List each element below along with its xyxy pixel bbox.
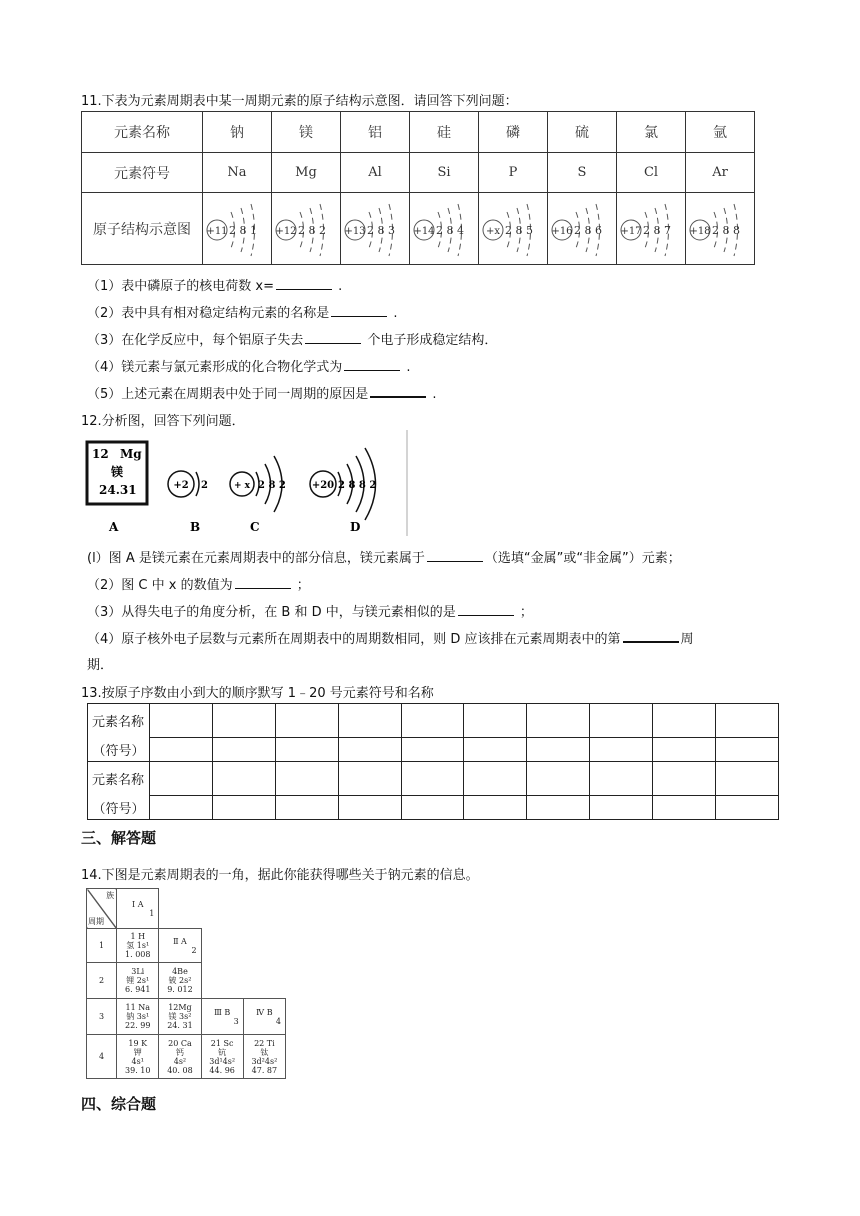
answer-cell[interactable] — [464, 738, 527, 762]
element-name: 氩 — [686, 112, 755, 153]
atom-structure-svg — [204, 197, 270, 257]
shell-electrons: 2 8 8 2 — [338, 480, 377, 491]
q11-sub3: （3）在化学反应中，每个铝原子失去 个电子形成稳定结构． — [87, 333, 498, 348]
answer-cell[interactable] — [212, 796, 275, 820]
answer-cell[interactable] — [715, 796, 778, 820]
answer-blank[interactable] — [344, 370, 400, 371]
answer-cell[interactable] — [338, 796, 401, 820]
element-cell-na: 11 Na 钠 3s¹ 22. 99 — [117, 999, 159, 1035]
answer-cell[interactable] — [590, 704, 653, 738]
answer-blank[interactable] — [235, 588, 291, 589]
q11-stem: 11.下表为元素周期表中某一周期元素的原子结构示意图．请回答下列问题： — [81, 94, 518, 109]
q11-sub2: （2）表中具有相对稳定结构元素的名称是 . — [87, 306, 398, 321]
q14-stem: 14.下图是元素周期表的一角，据此你能获得哪些关于钠元素的信息。 — [81, 868, 479, 883]
atom-structure-svg — [273, 197, 339, 257]
q11-sub4: （4）镁元素与氯元素形成的化合物化学式为 . — [87, 360, 411, 375]
element-cell-ca: 20 Ca 钙 4s² 40. 08 — [159, 1035, 201, 1079]
tile-mass: 24.31 — [99, 483, 137, 497]
q12-sub2: （2）图 C 中 x 的数值为 ； — [87, 578, 310, 593]
nucleus-charge: +16 — [551, 225, 573, 237]
element-name: 硫 — [548, 112, 617, 153]
atom-structure-svg — [342, 197, 408, 257]
answer-cell[interactable] — [401, 796, 464, 820]
nucleus-charge: +2 — [173, 480, 189, 491]
answer-cell[interactable] — [527, 704, 590, 738]
period-label: 3 — [87, 999, 117, 1035]
element-name: 磷 — [479, 112, 548, 153]
element-symbol: Mg — [272, 153, 341, 193]
q11-table — [81, 111, 755, 265]
element-name: 铝 — [341, 112, 410, 153]
q12-figure — [80, 428, 410, 538]
answer-cell[interactable] — [653, 762, 716, 796]
tile-name: 镁 — [111, 465, 124, 479]
label-b: B — [190, 520, 201, 534]
answer-cell[interactable] — [464, 762, 527, 796]
periodic-table-corner — [86, 888, 286, 1079]
header-corner — [87, 889, 117, 929]
q11-sub1: （1）表中磷原子的核电荷数 x= . — [87, 279, 343, 294]
atom-diagram — [410, 193, 479, 265]
answer-cell[interactable] — [590, 762, 653, 796]
q13-table — [87, 703, 779, 820]
corner-group-label: 族 — [106, 891, 115, 900]
nucleus-charge: +11 — [206, 225, 228, 237]
element-symbol: Ar — [686, 153, 755, 193]
answer-cell[interactable] — [149, 704, 212, 738]
answer-cell[interactable] — [401, 704, 464, 738]
atom-diagram — [548, 193, 617, 265]
nucleus-charge: + x — [233, 481, 251, 491]
shell-electrons: 2 8 1 — [229, 223, 257, 237]
group-header: Ⅳ B 4 — [243, 999, 285, 1035]
answer-cell[interactable] — [653, 796, 716, 820]
nucleus-charge: +x — [485, 225, 501, 237]
atom-diagram — [203, 193, 272, 265]
answer-cell[interactable] — [715, 704, 778, 738]
element-cell-k: 19 K 钾 4s¹ 39. 10 — [117, 1035, 159, 1079]
answer-cell[interactable] — [212, 762, 275, 796]
shell-electrons: 2 8 8 — [712, 223, 740, 237]
element-name: 氯 — [617, 112, 686, 153]
answer-cell[interactable] — [275, 796, 338, 820]
answer-cell[interactable] — [527, 738, 590, 762]
atom-structure-svg — [549, 197, 615, 257]
atom-diagram — [617, 193, 686, 265]
element-symbol: S — [548, 153, 617, 193]
period-label: 2 — [87, 963, 117, 999]
shell-electrons: 2 8 3 — [367, 223, 395, 237]
element-cell-ti: 22 Ti 钛 3d²4s² 47. 87 — [243, 1035, 285, 1079]
answer-cell[interactable] — [275, 762, 338, 796]
element-symbol: P — [479, 153, 548, 193]
atom-structure-svg — [618, 197, 684, 257]
element-name: 钠 — [203, 112, 272, 153]
q12-sub4-cont: 期． — [87, 658, 114, 673]
answer-cell[interactable] — [715, 738, 778, 762]
period-label: 4 — [87, 1035, 117, 1079]
answer-blank[interactable] — [331, 316, 387, 317]
group-header: Ⅲ B 3 — [201, 999, 243, 1035]
row-label: 元素符号 — [82, 153, 203, 193]
element-name: 硅 — [410, 112, 479, 153]
answer-cell[interactable] — [464, 704, 527, 738]
nucleus-charge: +13 — [344, 225, 366, 237]
period-label: 1 — [87, 929, 117, 963]
element-symbol: Na — [203, 153, 272, 193]
answer-cell[interactable] — [338, 762, 401, 796]
atom-diagram — [686, 193, 755, 265]
element-symbol: Cl — [617, 153, 686, 193]
element-cell-sc: 21 Sc 钪 3d¹4s² 44. 96 — [201, 1035, 243, 1079]
group-header: I A 1 — [117, 889, 159, 929]
element-symbol: Al — [341, 153, 410, 193]
atom-diagram — [341, 193, 410, 265]
q11-sub5: （5）上述元素在周期表中处于同一周期的原因是 . — [87, 387, 437, 402]
answer-cell[interactable] — [527, 762, 590, 796]
nucleus-charge: +18 — [689, 225, 711, 237]
nucleus-charge: +12 — [275, 225, 297, 237]
answer-cell[interactable] — [149, 738, 212, 762]
answer-blank[interactable] — [305, 343, 361, 344]
shell-electrons: 2 8 6 — [574, 223, 602, 237]
answer-cell[interactable] — [149, 762, 212, 796]
nucleus-charge: +20 — [311, 480, 335, 491]
atom-diagram — [479, 193, 548, 265]
atom-diagram — [272, 193, 341, 265]
q13-stem: 13.按原子序数由小到大的顺序默写 1﹣20 号元素符号和名称 — [81, 686, 434, 701]
answer-cell[interactable] — [338, 704, 401, 738]
shell-electrons: 2 — [201, 480, 208, 491]
answer-cell[interactable] — [464, 796, 527, 820]
answer-cell[interactable] — [401, 762, 464, 796]
corner-period-label: 周期 — [88, 917, 104, 926]
answer-blank[interactable] — [623, 641, 679, 643]
shell-electrons: 2 8 4 — [436, 223, 464, 237]
answer-cell[interactable] — [275, 704, 338, 738]
q12-sub1: (l）图 A 是镁元素在元素周期表中的部分信息，镁元素属于 （选填“金属”或“非金属”）元素； — [87, 551, 681, 566]
q11-row-diagrams — [82, 193, 755, 265]
answer-cell[interactable] — [527, 796, 590, 820]
element-name: 镁 — [272, 112, 341, 153]
answer-blank[interactable] — [276, 289, 332, 290]
q11-row-names — [82, 112, 755, 153]
row-label: （符号） — [88, 738, 150, 762]
row-label: 元素名称 — [88, 704, 150, 738]
answer-cell[interactable] — [338, 738, 401, 762]
section-heading: 三、解答题 — [81, 829, 157, 847]
shell-electrons: 2 8 2 — [258, 480, 286, 491]
q11-row-symbols — [82, 153, 755, 193]
q12-stem: 12.分析图，回答下列问题． — [81, 414, 245, 429]
q12-sub3: （3）从得失电子的角度分析，在 B 和 D 中，与镁元素相似的是 ； — [87, 605, 533, 620]
answer-blank[interactable] — [427, 561, 483, 562]
answer-cell[interactable] — [590, 738, 653, 762]
element-cell-h: 1 H 氢 1s¹ 1. 008 — [117, 929, 159, 963]
element-cell-be: 4Be 铍 2s² 9. 012 — [159, 963, 201, 999]
row-label: 元素名称 — [82, 112, 203, 153]
answer-cell[interactable] — [401, 738, 464, 762]
tile-symbol: Mg — [120, 447, 142, 461]
atom-structure-svg — [480, 197, 546, 257]
answer-cell[interactable] — [275, 738, 338, 762]
label-c: C — [250, 520, 260, 534]
element-symbol: Si — [410, 153, 479, 193]
answer-cell[interactable] — [653, 704, 716, 738]
answer-cell[interactable] — [212, 738, 275, 762]
answer-cell[interactable] — [149, 796, 212, 820]
electron-shell — [196, 472, 199, 496]
nucleus-charge: +17 — [620, 225, 642, 237]
answer-blank[interactable] — [458, 615, 514, 616]
row-label: 元素名称 — [88, 762, 150, 796]
label-a: A — [109, 520, 119, 534]
answer-blank[interactable] — [370, 396, 426, 398]
atom-structure-svg — [411, 197, 477, 257]
row-label: 原子结构示意图 — [82, 193, 203, 265]
element-cell-li: 3Li 锂 2s¹ 6. 941 — [117, 963, 159, 999]
nucleus-charge: +14 — [413, 225, 435, 237]
answer-cell[interactable] — [212, 704, 275, 738]
section-heading: 四、综合题 — [81, 1095, 157, 1113]
tile-number: 12 — [92, 447, 109, 461]
answer-cell[interactable] — [590, 796, 653, 820]
group-header: Ⅱ A 2 — [159, 929, 201, 963]
q12-sub4: （4）原子核外电子层数与元素所在周期表中的周期数相同，则 D 应该排在元素周期表中的第 周 — [87, 632, 694, 647]
atom-structure-svg — [687, 197, 753, 257]
label-d: D — [350, 520, 361, 534]
answer-cell[interactable] — [715, 762, 778, 796]
row-label: （符号） — [88, 796, 150, 820]
element-cell-mg: 12Mg 镁 3s² 24. 31 — [159, 999, 201, 1035]
answer-cell[interactable] — [653, 738, 716, 762]
shell-electrons: 2 8 5 — [505, 223, 533, 237]
shell-electrons: 2 8 2 — [298, 223, 326, 237]
shell-electrons: 2 8 7 — [643, 223, 671, 237]
